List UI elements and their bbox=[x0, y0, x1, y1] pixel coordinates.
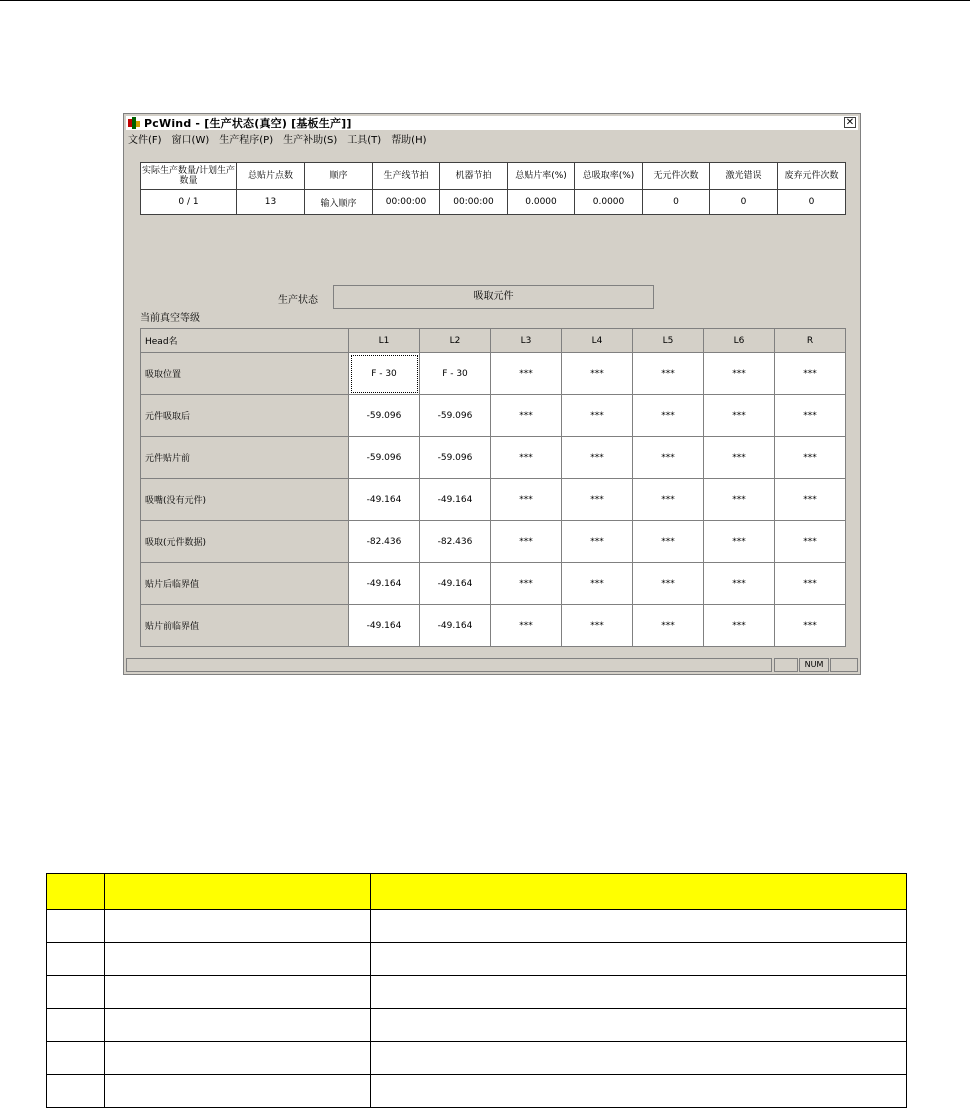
summary-value: 0.0000 bbox=[508, 190, 575, 215]
vacuum-grid bbox=[140, 328, 846, 647]
grid-cell[interactable]: -49.164 bbox=[420, 563, 491, 605]
grid-cell[interactable]: -82.436 bbox=[349, 521, 420, 563]
summary-value: 0.0000 bbox=[575, 190, 643, 215]
grid-header-l3: L3 bbox=[491, 329, 562, 353]
summary-header: 无元件次数 bbox=[643, 163, 710, 190]
document-header-cell bbox=[47, 874, 105, 910]
grid-cell[interactable]: *** bbox=[775, 395, 846, 437]
status-bar-cell bbox=[774, 658, 798, 672]
grid-row bbox=[141, 521, 846, 563]
grid-cell[interactable]: *** bbox=[633, 605, 704, 647]
grid-cell[interactable]: *** bbox=[633, 521, 704, 563]
grid-cell[interactable]: -82.436 bbox=[420, 521, 491, 563]
grid-cell[interactable]: *** bbox=[491, 353, 562, 395]
row-label: 吸取(元件数据) bbox=[141, 521, 349, 563]
document-table-row bbox=[47, 1042, 907, 1075]
grid-cell[interactable]: *** bbox=[562, 395, 633, 437]
status-bar bbox=[126, 658, 858, 672]
grid-cell[interactable]: -49.164 bbox=[349, 563, 420, 605]
grid-cell[interactable]: *** bbox=[633, 353, 704, 395]
grid-cell[interactable]: *** bbox=[562, 353, 633, 395]
document-cell bbox=[47, 1042, 105, 1075]
grid-cell[interactable]: *** bbox=[775, 563, 846, 605]
row-label: 元件贴片前 bbox=[141, 437, 349, 479]
document-cell bbox=[105, 1075, 371, 1108]
grid-cell[interactable]: *** bbox=[562, 521, 633, 563]
grid-cell[interactable]: *** bbox=[704, 563, 775, 605]
menu-tools[interactable]: 工具(T) bbox=[347, 134, 382, 146]
summary-value: 0 bbox=[643, 190, 710, 215]
menu-window[interactable]: 窗口(W) bbox=[171, 134, 210, 146]
grid-cell[interactable]: *** bbox=[775, 353, 846, 395]
grid-cell[interactable]: *** bbox=[775, 521, 846, 563]
summary-header: 生产线节拍 bbox=[373, 163, 440, 190]
grid-cell[interactable]: *** bbox=[491, 521, 562, 563]
grid-cell[interactable]: *** bbox=[562, 563, 633, 605]
grid-cell[interactable]: *** bbox=[562, 437, 633, 479]
grid-cell[interactable]: *** bbox=[491, 437, 562, 479]
summary-header: 总吸取率(%) bbox=[575, 163, 643, 190]
production-status-field: 吸取元件 bbox=[333, 285, 654, 309]
grid-cell[interactable]: *** bbox=[491, 395, 562, 437]
summary-value: 13 bbox=[237, 190, 305, 215]
menu-production-program[interactable]: 生产程序(P) bbox=[219, 134, 274, 146]
document-table-row bbox=[47, 976, 907, 1009]
document-cell bbox=[105, 1009, 371, 1042]
document-cell bbox=[371, 976, 907, 1009]
summary-header: 总贴片率(%) bbox=[508, 163, 575, 190]
grid-cell[interactable]: -49.164 bbox=[420, 605, 491, 647]
menu-production-assist[interactable]: 生产补助(S) bbox=[283, 134, 338, 146]
document-cell bbox=[47, 943, 105, 976]
grid-cell[interactable]: F - 30 bbox=[349, 353, 420, 395]
document-header-cell bbox=[105, 874, 371, 910]
grid-header-l4: L4 bbox=[562, 329, 633, 353]
document-table-row bbox=[47, 1009, 907, 1042]
grid-cell[interactable]: *** bbox=[562, 605, 633, 647]
grid-cell[interactable]: *** bbox=[562, 479, 633, 521]
grid-cell[interactable]: *** bbox=[633, 479, 704, 521]
grid-header-l6: L6 bbox=[704, 329, 775, 353]
grid-cell[interactable]: *** bbox=[633, 563, 704, 605]
grid-cell[interactable]: *** bbox=[491, 479, 562, 521]
grid-cell[interactable]: *** bbox=[704, 521, 775, 563]
grid-header-l2: L2 bbox=[420, 329, 491, 353]
status-bar-main bbox=[126, 658, 772, 672]
document-cell bbox=[371, 1009, 907, 1042]
production-status-label: 生产状态 bbox=[278, 295, 318, 306]
menu-help[interactable]: 帮助(H) bbox=[391, 134, 427, 146]
summary-value: 00:00:00 bbox=[373, 190, 440, 215]
close-button[interactable] bbox=[844, 117, 856, 128]
num-indicator: NUM bbox=[799, 658, 829, 672]
close-icon: ✕ bbox=[845, 117, 855, 128]
summary-value: 0 bbox=[710, 190, 778, 215]
document-table-row bbox=[47, 943, 907, 976]
document-table-header bbox=[47, 874, 907, 910]
summary-header: 激光错误 bbox=[710, 163, 778, 190]
document-cell bbox=[105, 976, 371, 1009]
grid-cell[interactable]: *** bbox=[633, 437, 704, 479]
summary-header: 废弃元件次数 bbox=[778, 163, 846, 190]
document-cell bbox=[371, 1042, 907, 1075]
document-cell bbox=[47, 976, 105, 1009]
grid-cell[interactable]: *** bbox=[775, 437, 846, 479]
grid-cell[interactable]: *** bbox=[775, 479, 846, 521]
summary-value: 00:00:00 bbox=[440, 190, 508, 215]
grid-row bbox=[141, 395, 846, 437]
grid-row bbox=[141, 353, 846, 395]
grid-row bbox=[141, 437, 846, 479]
document-table-row bbox=[47, 1075, 907, 1108]
summary-value: 输入顺序 bbox=[305, 190, 373, 215]
row-label: 吸取位置 bbox=[141, 353, 349, 395]
production-summary-table bbox=[140, 162, 846, 215]
document-cell bbox=[105, 910, 371, 943]
summary-header: 顺序 bbox=[305, 163, 373, 190]
summary-header: 机器节拍 bbox=[440, 163, 508, 190]
window-title: PcWind - [生产状态(真空) [基板生产]] bbox=[144, 117, 352, 130]
menu-bar bbox=[128, 131, 437, 145]
grid-cell[interactable]: *** bbox=[704, 353, 775, 395]
row-label: 贴片前临界值 bbox=[141, 605, 349, 647]
status-bar-cell bbox=[830, 658, 858, 672]
grid-cell[interactable]: -49.164 bbox=[349, 479, 420, 521]
row-label: 吸嘴(没有元件) bbox=[141, 479, 349, 521]
summary-value: 0 bbox=[778, 190, 846, 215]
grid-cell[interactable]: *** bbox=[704, 395, 775, 437]
grid-row bbox=[141, 479, 846, 521]
vacuum-level-label: 当前真空等级 bbox=[140, 313, 200, 324]
page-top-rule bbox=[0, 0, 970, 1]
grid-cell[interactable]: -49.164 bbox=[420, 479, 491, 521]
grid-header-l1: L1 bbox=[349, 329, 420, 353]
grid-row bbox=[141, 605, 846, 647]
document-cell bbox=[371, 1075, 907, 1108]
grid-header-l5: L5 bbox=[633, 329, 704, 353]
document-cell bbox=[47, 1009, 105, 1042]
document-cell bbox=[105, 1042, 371, 1075]
grid-cell[interactable]: *** bbox=[633, 395, 704, 437]
grid-header-head: Head名 bbox=[141, 329, 349, 353]
document-table-row bbox=[47, 910, 907, 943]
grid-cell[interactable]: *** bbox=[704, 437, 775, 479]
grid-cell[interactable]: *** bbox=[491, 605, 562, 647]
grid-header-r: R bbox=[775, 329, 846, 353]
document-table bbox=[46, 873, 907, 1108]
grid-cell[interactable]: -59.096 bbox=[420, 395, 491, 437]
grid-cell[interactable]: F - 30 bbox=[420, 353, 491, 395]
document-header-cell bbox=[371, 874, 907, 910]
grid-cell[interactable]: *** bbox=[491, 563, 562, 605]
grid-cell[interactable]: -59.096 bbox=[349, 437, 420, 479]
row-label: 元件吸取后 bbox=[141, 395, 349, 437]
app-icon bbox=[128, 117, 140, 129]
grid-cell[interactable]: *** bbox=[775, 605, 846, 647]
grid-cell[interactable]: -49.164 bbox=[349, 605, 420, 647]
grid-cell[interactable]: *** bbox=[704, 479, 775, 521]
summary-header: 实际生产数量/计划生产数量 bbox=[141, 163, 237, 190]
title-bar bbox=[126, 116, 858, 130]
grid-cell[interactable]: -59.096 bbox=[420, 437, 491, 479]
document-cell bbox=[47, 1075, 105, 1108]
document-cell bbox=[371, 910, 907, 943]
grid-cell[interactable]: *** bbox=[704, 605, 775, 647]
document-cell bbox=[47, 910, 105, 943]
summary-header: 总贴片点数 bbox=[237, 163, 305, 190]
document-cell bbox=[371, 943, 907, 976]
summary-value: 0 / 1 bbox=[141, 190, 237, 215]
grid-cell[interactable]: -59.096 bbox=[349, 395, 420, 437]
document-cell bbox=[105, 943, 371, 976]
row-label: 贴片后临界值 bbox=[141, 563, 349, 605]
grid-row bbox=[141, 563, 846, 605]
menu-file[interactable]: 文件(F) bbox=[128, 134, 162, 146]
